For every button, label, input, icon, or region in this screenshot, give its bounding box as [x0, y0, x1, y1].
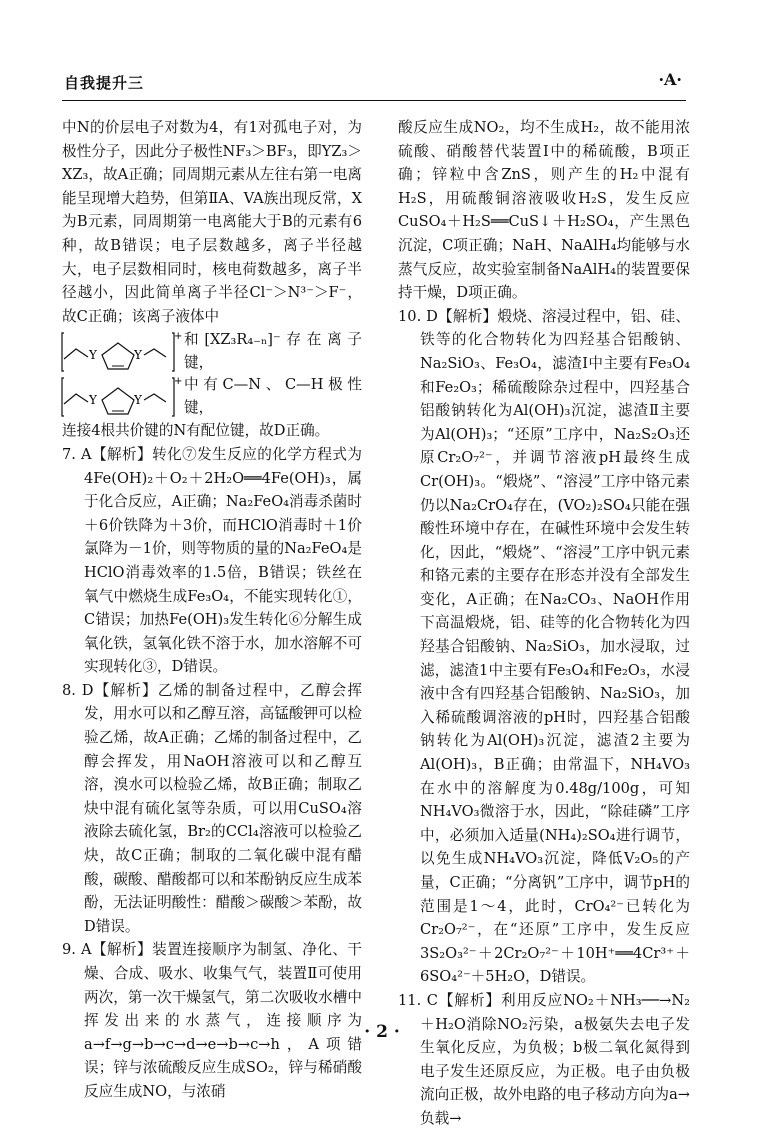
page-header [62, 66, 686, 101]
header-title: 自我提升三 [64, 74, 145, 92]
answer-item-10: 10. D【解析】煅烧、溶浸过程中，铝、硅、铁等的化合物转化为四羟基合铝酸钠、Na₂SiO₃、Fe₃O₄，滤渣Ⅰ中主要有Fe₃O₄和Fe₂O₃；稀硫酸除杂过程中，四羟基合铝酸钠转化为Al(OH)₃沉淀，滤渣Ⅱ主要为Al(OH)₃；“还原”工序中，Na₂S₂O₃还原Cr₂O₇²⁻，并调节溶液pH最终生成Cr(OH)₃。“煅烧”、“溶浸”工序中铬元素仍以Na₂CrO₄存在，(VO₂)₂SO₄只能在强酸性环境中存在，在碱性环境中会发生转化，因此，“煅烧”、“溶浸”工序中钒元素和铬元素的主要存在形态并没有全部发生变化，A正确；在Na₂CO₃、NaOH作用下高温煅烧，铝、硅等的化合物转化为四羟基合铝酸钠、Na₂SiO₃，加水浸取，过滤，滤渣1中主要有Fe₃O₄和Fe₂O₃，水浸液中含有四羟基合铝酸钠、Na₂SiO₃，加入稀硫酸调溶液的pH时，四羟基合铝酸钠转化为Al(OH)₃沉淀，滤渣2主要为Al(OH)₃，B正确；由常温下，NH₄VO₃在水中的溶解度为0.48g/100g，可知NH₄VO₃微溶于水，因此，“除硅磷”工序中，必须加入适量(NH₄)₂SO₄进行调节，以免生成NH₄VO₃沉淀，降低V₂O₅的产量，C正确；“分离钒”工序中，调节pH的范围是1～4，此时，CrO₄²⁻已转化为Cr₂O₇²⁻，在“还原”工序中，发生反应3S₂O₃²⁻＋2Cr₂O₇²⁻＋10H⁺══4Cr³⁺＋6SO₄²⁻＋5H₂O，D错误。 [398, 307, 690, 986]
structure-caption-2: 中有C—N、C—H极性键， [184, 375, 362, 417]
paragraph-continuation: 中N的价层电子对数为4，有1对孤电子对，为极性分子，因此分子极性NF₃＞BF₃，即YZ₃＞XZ₃，故A正确；同周期元素从左往右第一电离能呈现增大趋势，但第ⅡA、VA族出现反常，X为B元素，同周期第一电离能大于B的元素有6种，故B错误；电子层数越多，离子半径越大，电子层数相同时，核电荷数越多，离子半径越小，因此简单离子半径Cl⁻＞N³⁻＞F⁻，故C正确；该离子液体中 [62, 119, 362, 325]
ionic-liquid-cation-structure-1 [62, 329, 362, 373]
paragraph-continuation-right: 酸反应生成NO₂，均不生成H₂，故不能用浓硫酸、硝酸替代装置Ⅰ中的稀硫酸，B项正确；锌粒中含ZnS，则产生的H₂中混有H₂S，用硫酸铜溶液吸收H₂S，发生反应CuSO₄＋H₂S══CuS↓＋H₂SO₄，产生黑色沉淀，C项正确；NaH、NaAlH₄均能够与水蒸气反应，故实验室制备NaAlH₄的装置要保持干燥，D项正确。 [398, 119, 690, 302]
answer-item-11: 11. C【解析】利用反应NO₂＋NH₃──→N₂＋H₂O消除NO₂污染，a极氨失去电子发生氧化反应，为负极；b极二氧化氮得到电子发生还原反应，为正极。电子由负极流向正极，故外电路的电子移动方向为a→负载→ [398, 991, 690, 1127]
imidazolium-ring-icon [62, 329, 183, 373]
header-tag: ·A· [658, 70, 682, 89]
svg-text:Y: Y [134, 393, 142, 408]
svg-text:+: + [174, 376, 183, 388]
svg-text:Y: Y [89, 393, 97, 408]
right-column [398, 116, 690, 1131]
paragraph-conclusion: 连接4根共价键的N有配位键，故D正确。 [62, 422, 330, 440]
page-number: · 2 · [364, 1022, 400, 1042]
answer-item-7: 7. A【解析】转化⑦发生反应的化学方程式为4Fe(OH)₂＋O₂＋2H₂O══4Fe(OH)₃，属于化合反应，A正确；Na₂FeO₄消毒杀菌时＋6价铁降为＋3价，而HClO消毒时＋1价氯降为－1价，则等物质的量的Na₂FeO₄是HClO消毒效率的1.5倍，B错误；铁丝在氧气中燃烧生成Fe₃O₄，不能实现转化①，C错误；加热Fe(OH)₃发生转化⑥分解生成氧化铁，氢氧化铁不溶于水，加水溶解不可实现转化③，D错误。 [62, 445, 362, 676]
left-column [62, 116, 362, 1104]
answer-item-8: 8. D【解析】乙烯的制备过程中，乙醇会挥发，用水可以和乙醇互溶，高锰酸钾可以检验乙烯，故A正确；乙烯的制备过程中，乙醇会挥发，用NaOH溶液可以和乙醇互溶，溴水可以检验乙烯，故B正确；制取乙炔中混有硫化氢等杂质，可以用CuSO₄溶液除去硫化氢，Br₂的CCl₄溶液可以检验乙炔，故C正确；制取的二氧化碳中混有醋酸，碳酸、醋酸都可以和苯酚钠反应生成苯酚，无法证明酸性：醋酸＞碳酸＞苯酚，故D错误。 [62, 681, 362, 935]
answer-item-9: 9. A【解析】装置连接顺序为制氢、净化、干燥、合成、吸水、收集气气，装置Ⅱ可使用两次，第一次干燥氢气，第二次吸收水槽中挥发出来的水蒸气，连接顺序为a→f→g→b→c→d→e→b→c→h，A项错误；锌与浓硫酸反应生成SO₂，锌与稀硝酸反应生成NO，与浓硝 [62, 941, 362, 1100]
svg-text:Y: Y [89, 348, 97, 363]
svg-text:Y: Y [134, 348, 142, 363]
structure-caption-1: 和[XZ₃R₄₋ₙ]⁻存在离子键， [184, 330, 362, 372]
svg-text:+: + [174, 331, 183, 343]
imidazolium-ring-icon [62, 374, 183, 418]
ionic-liquid-cation-structure-2 [62, 374, 362, 418]
